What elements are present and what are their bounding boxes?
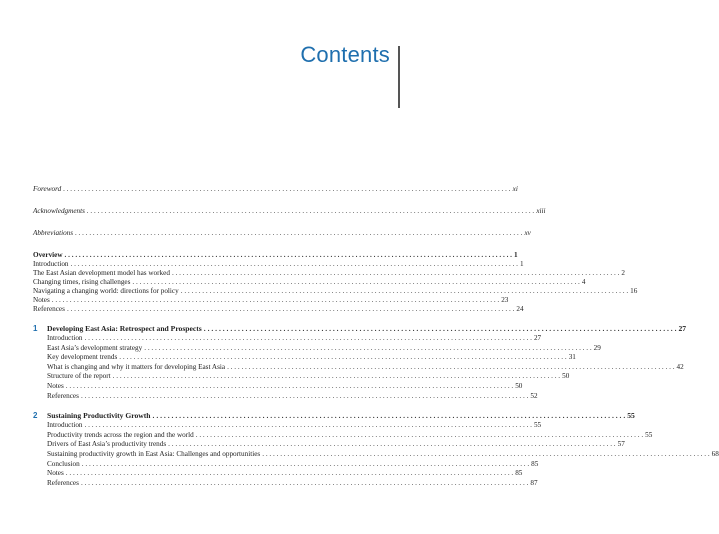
toc-entry-page: 55 [533, 421, 542, 430]
chapter-page: 27 [678, 324, 687, 333]
dot-leader [262, 450, 709, 460]
dot-leader [66, 382, 513, 392]
toc-entry-page: 23 [501, 296, 509, 304]
toc-entry-title: Introduction [47, 421, 83, 430]
toc-entry[interactable] [47, 362, 684, 373]
chapter-number: 1 [33, 324, 38, 333]
toc-entry-page: 2 [621, 269, 625, 277]
toc-entry-title: Acknowledgments [33, 207, 85, 215]
table-of-contents [33, 185, 719, 488]
toc-entry-title: Introduction [33, 260, 69, 268]
dot-leader [82, 460, 529, 470]
toc-entry-overview-model[interactable] [33, 269, 625, 278]
title-rule [398, 46, 400, 108]
toc-entry-title: Conclusion [47, 459, 80, 468]
chapter-page: 55 [627, 411, 635, 421]
toc-entry-title: Notes [33, 296, 50, 304]
toc-entry-title: Productivity trends across the region and the world [47, 430, 194, 439]
toc-entry-page: 29 [593, 343, 601, 352]
dot-leader [204, 324, 677, 333]
dot-leader [85, 334, 532, 344]
toc-entry-page: 42 [676, 362, 684, 371]
toc-entry-title: Key development trends [47, 353, 118, 362]
toc-entry-foreword[interactable] [33, 185, 518, 194]
toc-entry-page: xi [512, 185, 518, 193]
toc-entry[interactable] [47, 430, 653, 441]
toc-entry-page: 55 [645, 430, 653, 439]
toc-entry[interactable] [47, 478, 538, 489]
page-title: Contents [300, 42, 390, 67]
toc-entry[interactable] [47, 353, 576, 363]
toc-entry[interactable] [47, 459, 539, 470]
chapter-2-heading[interactable] [33, 411, 635, 421]
toc-entry-page: 4 [581, 278, 586, 286]
toc-entry-title: Structure of the report [47, 372, 111, 381]
toc-entry[interactable] [47, 334, 542, 344]
chapter-1-heading[interactable] [33, 324, 687, 334]
chapter-title-row [47, 324, 686, 333]
toc-entry-overview-introduction[interactable] [33, 260, 524, 269]
toc-entry-page: 27 [533, 334, 542, 342]
dot-leader [81, 479, 528, 489]
toc-entry-title: Drivers of East Asia’s productivity trends [47, 440, 167, 449]
toc-entry[interactable] [47, 343, 601, 354]
toc-entry-title: What is changing and why it matters for developing East Asia [47, 362, 226, 371]
toc-entry-page: xv [524, 229, 531, 237]
toc-entry-title: References [47, 478, 79, 487]
toc-entry-title: Introduction [47, 334, 83, 342]
chapter-2-entries [33, 421, 719, 488]
dot-leader [113, 372, 560, 382]
toc-entry-overview[interactable] [33, 251, 518, 260]
toc-entry[interactable] [47, 449, 719, 460]
toc-entry-overview-challenges[interactable] [33, 278, 586, 287]
dot-leader [81, 392, 528, 402]
toc-entry-page: 31 [568, 353, 576, 362]
toc-entry[interactable] [47, 440, 625, 450]
dot-leader [132, 278, 579, 287]
toc-entry-page: 50 [562, 372, 570, 381]
toc-entry-page: 57 [617, 440, 625, 449]
toc-entry-overview-references[interactable] [33, 305, 524, 314]
toc-entry[interactable] [47, 372, 570, 382]
dot-leader [87, 207, 534, 216]
dot-leader [144, 344, 591, 354]
toc-entry[interactable] [47, 469, 523, 479]
toc-entry-title: Navigating a changing world: directions for policy [33, 287, 179, 295]
toc-entry-page: xiii [536, 207, 546, 215]
toc-entry-acknowledgments[interactable] [33, 207, 546, 216]
toc-entry-overview-notes[interactable] [33, 296, 509, 305]
toc-entry-page: 16 [630, 287, 638, 295]
dot-leader [66, 469, 513, 479]
dot-leader [168, 440, 615, 450]
toc-entry-title: East Asia’s development strategy [47, 343, 143, 352]
dot-leader [153, 411, 626, 420]
toc-entry-title: Foreword [33, 185, 62, 193]
toc-entry-title: References [33, 305, 65, 313]
dot-leader [119, 353, 566, 363]
dot-leader [67, 305, 514, 314]
toc-entry[interactable] [47, 421, 542, 431]
toc-entry-overview-policy[interactable] [33, 287, 638, 296]
toc-entry-title: Notes [47, 381, 64, 390]
dot-leader [71, 260, 518, 269]
toc-entry-title: Sustaining productivity growth in East Asia: Challenges and opportunities [47, 449, 261, 458]
dot-leader [52, 296, 499, 305]
toc-entry-title: The East Asian development model has worked [33, 269, 170, 277]
dot-leader [196, 431, 643, 441]
toc-entry[interactable] [47, 391, 538, 402]
toc-entry[interactable] [47, 381, 523, 392]
toc-entry-page: 87 [530, 478, 538, 487]
toc-entry-page: 85 [515, 469, 523, 478]
chapter-title: Developing East Asia: Retrospect and Prospects [47, 324, 202, 333]
toc-entry-title: Notes [47, 469, 64, 478]
chapter-number: 2 [33, 411, 38, 421]
toc-entry-page: 1 [519, 260, 524, 268]
dot-leader [63, 185, 510, 194]
toc-entry-title: Overview [33, 251, 63, 259]
chapter-title: Sustaining Productivity Growth [47, 411, 151, 421]
chapter-title-row [47, 411, 635, 420]
toc-entry-page: 50 [515, 381, 523, 390]
toc-entry-abbreviations[interactable] [33, 229, 531, 238]
dot-leader [172, 269, 619, 278]
toc-entry-page: 52 [530, 391, 538, 400]
dot-leader [227, 363, 674, 373]
toc-entry-page: 68 [711, 449, 719, 458]
dot-leader [65, 251, 512, 260]
dot-leader [181, 287, 628, 296]
dot-leader [75, 229, 522, 238]
toc-entry-title: Changing times, rising challenges [33, 278, 131, 286]
dot-leader [85, 421, 532, 431]
toc-entry-title: References [47, 391, 79, 400]
toc-entry-title: Abbreviations [33, 229, 74, 237]
toc-entry-page: 24 [516, 305, 524, 313]
chapter-1-entries [33, 334, 684, 401]
toc-entry-page: 85 [531, 459, 539, 468]
toc-entry-page: 1 [513, 251, 518, 259]
